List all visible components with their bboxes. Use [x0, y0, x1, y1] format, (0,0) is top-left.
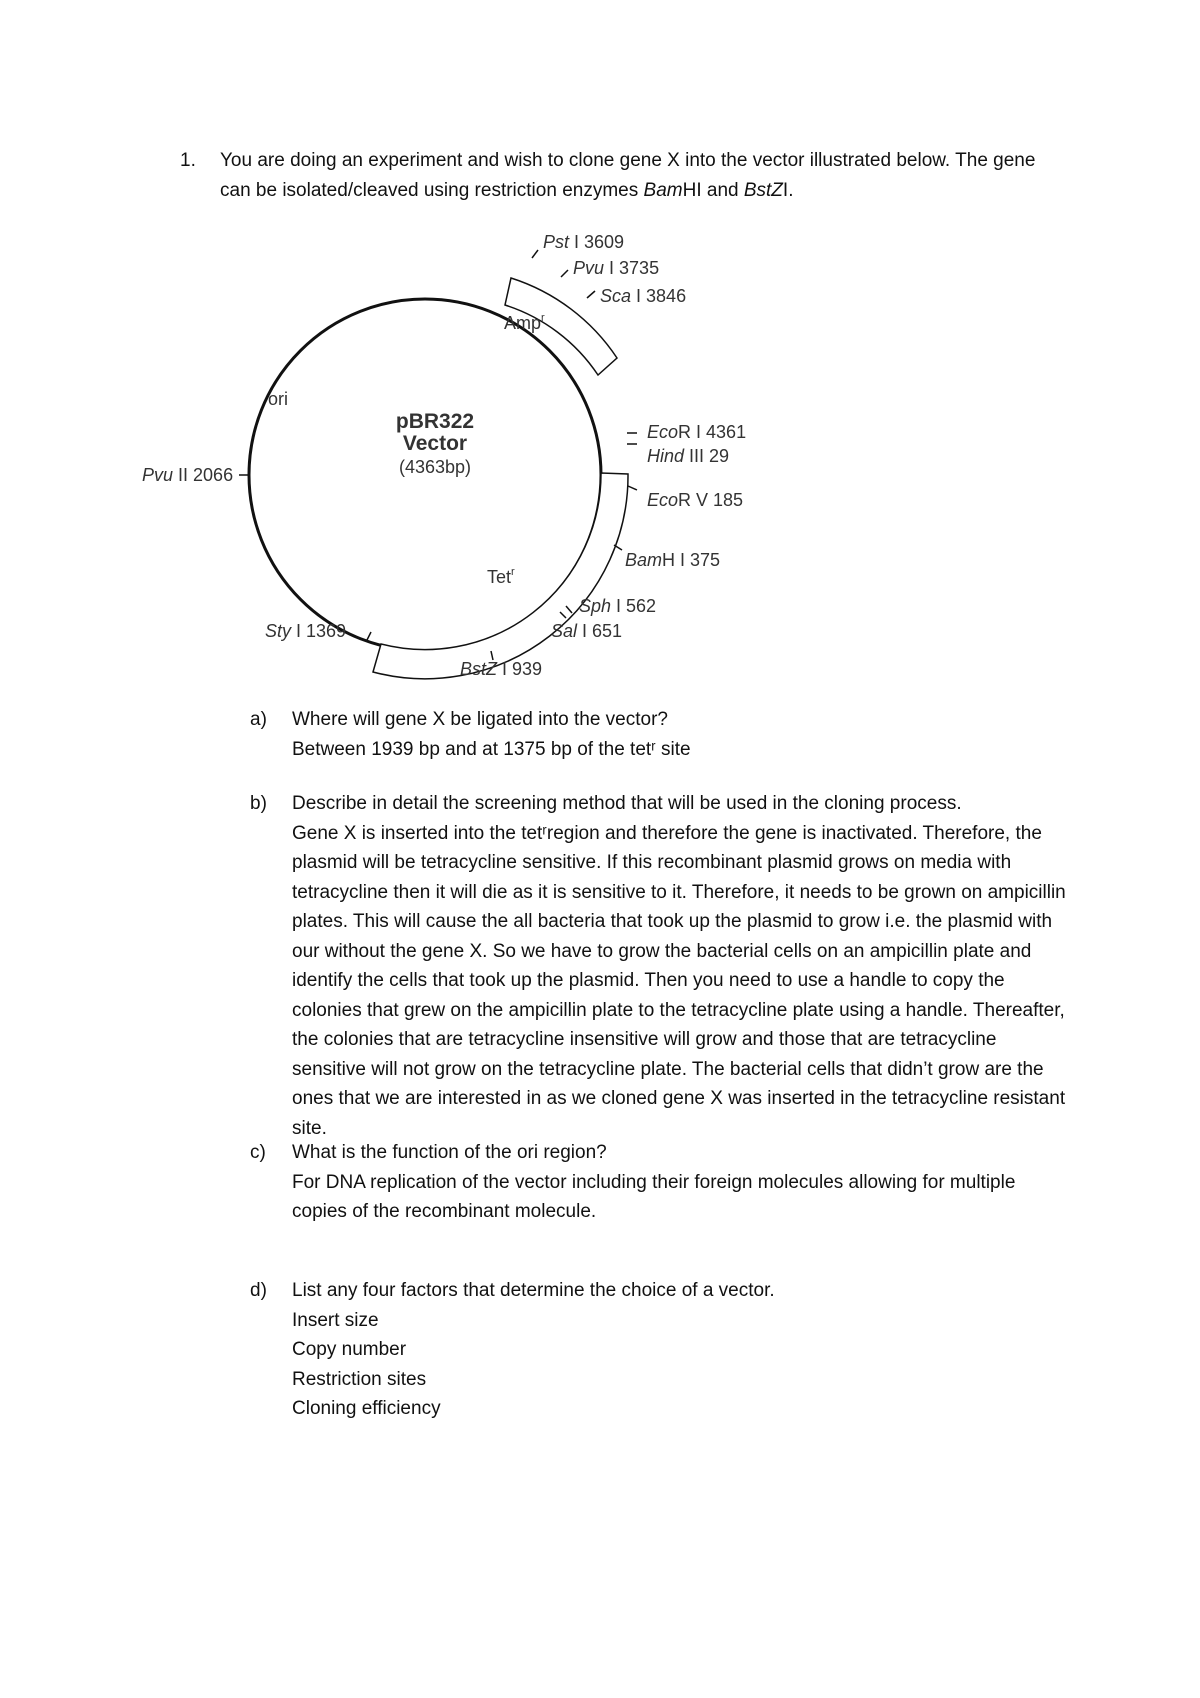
part-b-letter: b) — [250, 793, 267, 814]
question-number: 1. — [180, 150, 196, 171]
label-sph: Sph I 562 — [579, 596, 657, 616]
enzyme-bam-rest: HI — [682, 180, 702, 201]
part-d-factor-1: Insert size — [292, 1309, 379, 1331]
part-a-answer: Between 1939 bp and at 1375 bp of the tetʳ site — [292, 738, 691, 760]
question-text-main: You are doing an experiment and wish to clone gene X into the vector illustrated below. The gene can be isolated/cleaved using restriction enzymes — [220, 150, 1036, 201]
question-text — [220, 146, 1060, 206]
label-tet: Tet$^r$ — [487, 566, 515, 587]
label-pvu2: Pvu II 2066 — [142, 465, 234, 485]
part-a-letter: a) — [250, 709, 267, 730]
label-ori: ori — [268, 389, 289, 409]
part-b-answer: Gene X is inserted into the tetʳregion and therefore the gene is inactivated. Therefore, the plasmid will be tetracycline sensitive. If this recombinant plasmid grows on media with tetracycline then it will die as it is sensitive to it. Therefore, it needs to be grown on ampicillin plates. This will cause the all bacteria that took up the plasmid to grow i.e. the plasmid with our without the gene X. So we have to grow the bacterial cells on an ampicillin plate and identify the cells that took up the plasmid. Then you need to use a handle to copy the colonies that grew on the ampicillin plate to the tetracycline plate using a handle. Thereafter, the colonies that are tetracycline insensitive will grow and those that are tetracycline sensitive will not grow on the tetracycline plate. The bacterial cells that didn’t grow are the ones that we are interested in as we cloned gene X was inserted in the tetracycline resistant site. — [292, 822, 1066, 1139]
label-bstz: BstZ I 939 — [460, 659, 543, 679]
label-sal: Sal I 651 — [551, 621, 623, 641]
label-amp: Amp$^r$ — [504, 312, 545, 333]
part-d-factor-2: Copy number — [292, 1339, 407, 1360]
vector-name-line1: pBR322 — [395, 410, 475, 433]
label-sca: Sca I 3846 — [600, 286, 687, 306]
question-1 — [180, 146, 1060, 206]
tick-ecorv — [628, 486, 637, 490]
part-c — [250, 1138, 1070, 1227]
label-pst: Pst I 3609 — [543, 232, 625, 252]
part-d-question: List any four factors that determine the choice of a vector. — [292, 1280, 775, 1301]
vector-size: (4363bp) — [398, 457, 472, 477]
vector-name-line2: Vector — [402, 432, 468, 455]
part-b-question: Describe in detail the screening method that will be used in the cloning process. — [292, 793, 962, 814]
label-sty: Sty I 1369 — [265, 621, 347, 641]
part-c-letter: c) — [250, 1142, 266, 1163]
label-ecor1: EcoR I 4361 — [647, 422, 747, 442]
part-c-question: What is the function of the ori region? — [292, 1142, 607, 1163]
label-ecorv: EcoR V 185 — [647, 490, 744, 510]
tick-pvu1 — [561, 270, 568, 277]
part-a-question: Where will gene X be ligated into the vector? — [292, 709, 668, 730]
plasmid-map — [140, 232, 840, 752]
question-and: and — [701, 180, 744, 201]
tick-pst — [532, 250, 538, 258]
tick-sca — [587, 291, 595, 298]
part-d — [250, 1276, 1070, 1424]
label-pvu1: Pvu I 3735 — [573, 258, 660, 278]
part-d-factor-4: Cloning efficiency — [292, 1398, 441, 1419]
part-a — [250, 705, 1070, 764]
tick-sty — [367, 632, 371, 640]
part-c-answer: For DNA replication of the vector including their foreign molecules allowing for multiple copies of the recombinant molecule. — [292, 1171, 1016, 1222]
label-hind: Hind III 29 — [647, 446, 730, 466]
label-bamh: BamH I 375 — [625, 550, 721, 570]
enzyme-bam-italic: Bam — [643, 180, 683, 201]
part-b — [250, 789, 1070, 1143]
part-d-factor-3: Restriction sites — [292, 1368, 427, 1390]
enzyme-bstz-rest: I. — [782, 180, 794, 201]
enzyme-bstz-italic: BstZ — [743, 180, 783, 201]
part-d-letter: d) — [250, 1280, 267, 1301]
